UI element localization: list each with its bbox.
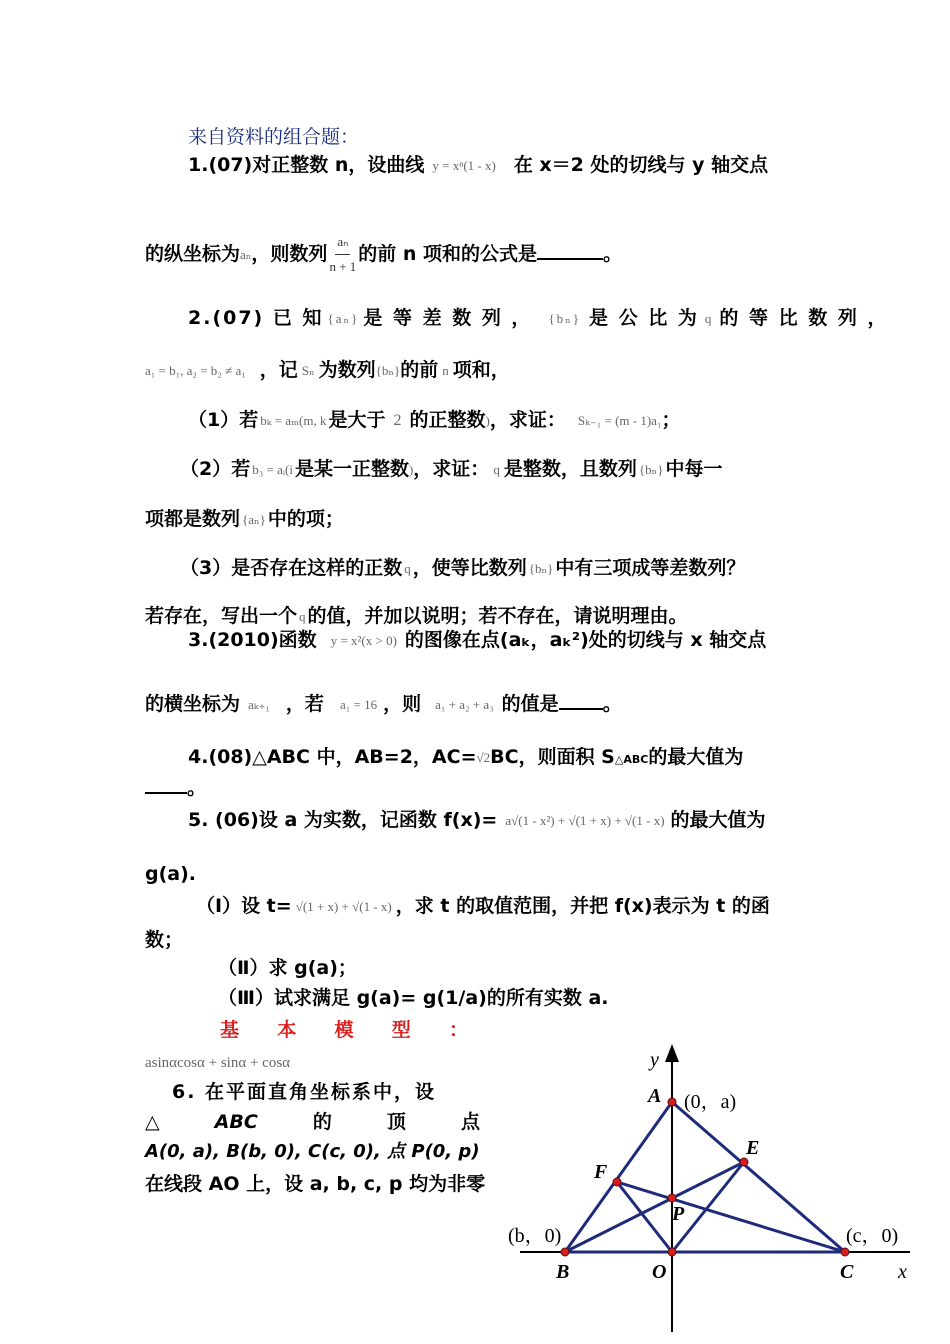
coord-C: (c，0) xyxy=(846,1225,899,1247)
problem-5-part-3: （Ⅲ）试求满足 g(a)= g(1/a)的所有实数 a. xyxy=(218,987,609,1009)
problem-6-line-3: A(0, a), B(b, 0), C(c, 0), 点 P(0, p) xyxy=(145,1141,480,1162)
point-E xyxy=(740,1158,748,1166)
basic-model-formula: asinαcosα + sinα + cosα xyxy=(145,1054,291,1071)
problem-1-line-2: 的纵坐标为aₙ，则数列 $\frac{\text{aₙ}}{n + 1}$ 的前 n 项和的公式是 。 xyxy=(145,230,622,279)
answer-blank xyxy=(537,242,603,260)
label-P: P xyxy=(672,1203,685,1225)
problem-2-line-1: 2.(07) 已 知 {aₙ} 是 等 差 数 列 ， {bₙ} 是 公 比 为 q 的 等 比 数 列 ， xyxy=(188,307,889,329)
problem-3-line-2: 的横坐标为 aₖ₊₁ ，若 a₁ = 16 ，则 a₁ + a₂ + a₃ 的值是 。 xyxy=(145,693,622,715)
problem-5-line-2: g(a). xyxy=(145,863,197,885)
point-C xyxy=(841,1248,849,1256)
line-BE xyxy=(565,1162,744,1252)
function-formula: a√(1 - x²) + √(1 + x) + √(1 - x) xyxy=(505,812,665,828)
problem-1-line-1: 1.(07)对正整数 n，设曲线 y = xⁿ(1 - x) 在 x＝2 处的切线与 y 轴交点 xyxy=(188,154,769,176)
problem-6-line-4: 在线段 AO 上，设 a, b, c, p 均为非零 xyxy=(145,1173,486,1195)
problem-2-part-2: （2）若 b₃ = aᵢ(i 是某一正整数)，求证： q 是整数，且数列 {bₙ} 中每一 xyxy=(180,458,723,480)
line-CF xyxy=(617,1182,845,1252)
problem-5-line-1: 5. (06)设 a 为实数，记函数 f(x)= a√(1 - x²) + √(1 + x) + √(1 - x) 的最大值为 xyxy=(188,809,766,831)
label-C: C xyxy=(840,1261,854,1283)
point-F xyxy=(613,1178,621,1186)
x-axis-label: x xyxy=(898,1261,907,1283)
problem-6-line-1: 6. 在平面直角坐标系中，设 xyxy=(172,1081,437,1103)
label-F: F xyxy=(594,1161,608,1183)
problem-2-part-2-cont: 项都是数列 {aₙ} 中的项； xyxy=(145,508,344,530)
section-header: 来自资料的组合题： xyxy=(188,126,360,148)
problem-2-part-1: （1）若 bₖ = aₘ(m, k 是大于 2 的正整数)，求证： Sₖ₋₁ = (m - 1)a₁； xyxy=(188,409,681,431)
problem-3-line-1: 3.(2010)函数 y = x²(x > 0) 的图像在点(aₖ，aₖ²)处的切线与 x 轴交点 xyxy=(188,629,767,651)
problem-5-part-1: （Ⅰ）设 t= √(1 + x) + √(1 - x) ，求 t 的取值范围，并把 f(x)表示为 t 的函 xyxy=(196,895,770,917)
answer-blank xyxy=(145,776,187,794)
point-B xyxy=(561,1248,569,1256)
label-O: O xyxy=(652,1261,667,1283)
coord-B: (b，0) xyxy=(508,1225,562,1247)
problem-2-part-3-cont: 若存在，写出一个 q 的值，并加以说明；若不存在，请说明理由。 xyxy=(145,605,688,627)
coord-A: (0，a) xyxy=(684,1091,737,1113)
line-FO xyxy=(617,1182,672,1252)
label-B: B xyxy=(556,1261,570,1283)
problem-2-line-2: a₁ = b₁, a₂ = b₂ ≠ a₁ ，记 Sₙ 为数列{bₙ}的前 n 项和， xyxy=(145,359,510,381)
answer-blank xyxy=(559,692,603,710)
basic-model-label: 基 本 模 型 ： xyxy=(220,1019,470,1041)
problem-4-line-1: 4.(08)△ABC 中，AB=2，AC=√2BC，则面积 S△ABC的最大值为 xyxy=(188,746,744,768)
problem-5-part-1-cont: 数； xyxy=(145,929,184,951)
curve-formula: y = xⁿ(1 - x) xyxy=(432,157,496,173)
problem-2-part-3: （3）是否存在这样的正数 q ，使等比数列 {bₙ} 中有三项成等差数列？ xyxy=(180,557,746,579)
label-E: E xyxy=(746,1137,760,1159)
triangle-figure xyxy=(500,1040,920,1340)
point-O xyxy=(668,1248,676,1256)
y-axis-label: y xyxy=(650,1049,659,1071)
problem-6-line-2: △ ABC 的 顶 点 xyxy=(145,1111,480,1133)
problem-5-part-2: （Ⅱ）求 g(a)； xyxy=(218,957,357,979)
point-P xyxy=(668,1194,676,1202)
side-AC xyxy=(672,1102,845,1252)
sequence-fraction: $\frac{\text{aₙ}}{n + 1}$ xyxy=(329,230,356,279)
label-A: A xyxy=(648,1085,662,1107)
problem-4-line-2: 。 xyxy=(145,776,206,800)
y-axis-arrow xyxy=(665,1044,679,1062)
point-A xyxy=(668,1098,676,1106)
